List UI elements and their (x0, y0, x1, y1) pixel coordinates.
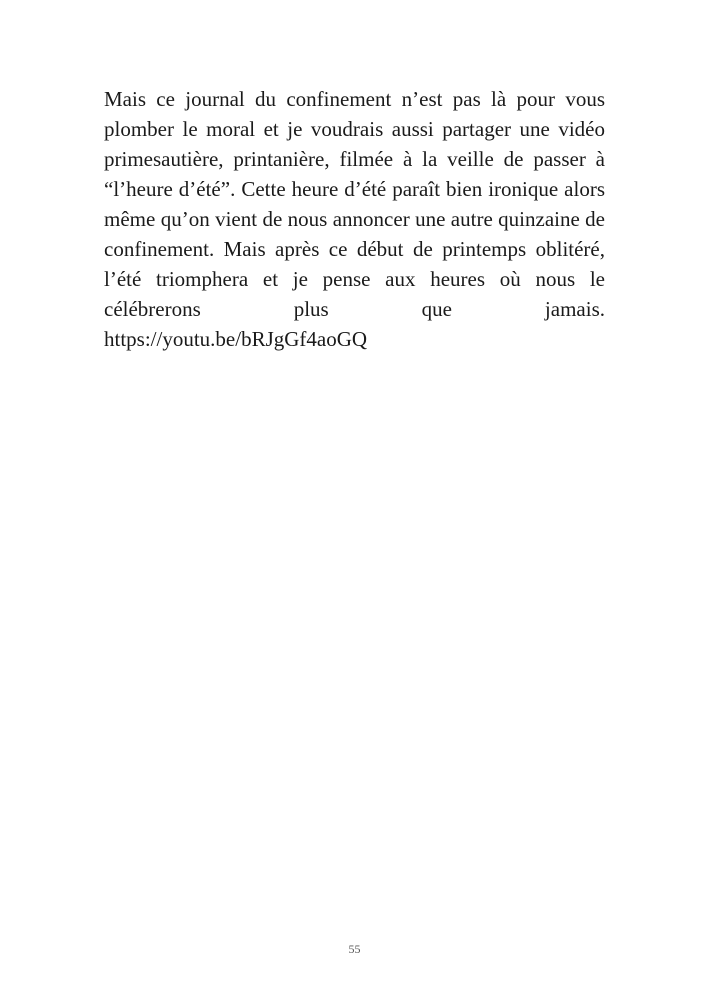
page-number: 55 (348, 942, 361, 956)
body-paragraph: Mais ce journal du confinement n’est pas là pour vous plomber le moral et je voudrais aussi partager une vidéo primesautière, printanière, filmée à la veille de passer à “l’heure d’été”. Cette heure d’été paraît bien ironique alors même qu’on vient de nous annoncer une autre quinzaine de confinement. Mais après ce début de printemps oblitéré, l’été triomphera et je pense aux heures où nous le célébrerons plus que jamais. https://youtu.be/bRJgGf4aoGQ (104, 87, 605, 351)
